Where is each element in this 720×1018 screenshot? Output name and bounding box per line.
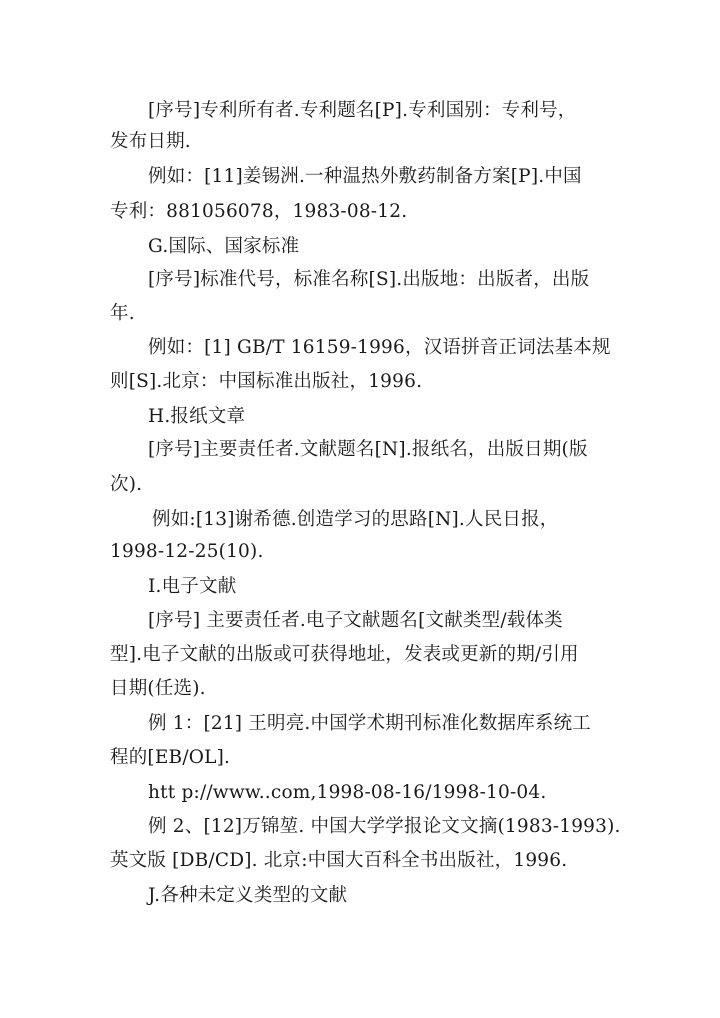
- text-line: 英文版 [DB/CD]. 北京:中国大百科全书出版社，1996.: [110, 850, 568, 871]
- text-line: 则[S].北京：中国标准出版社，1996.: [110, 371, 423, 392]
- text-line: 程的[EB/OL].: [110, 747, 231, 768]
- text-line: 1998-12-25(10).: [110, 541, 264, 562]
- text-line: [序号]标准代号，标准名称[S].出版地：出版者，出版: [148, 269, 590, 290]
- text-line: 专利：881056078，1983-08-12.: [110, 201, 408, 222]
- text-line: 发布日期.: [110, 131, 191, 152]
- text-line: [序号] 主要责任者.电子文献题名[文献类型/载体类: [148, 610, 563, 631]
- text-line: 例 1：[21] 王明亮.中国学术期刊标准化数据库系统工: [148, 713, 591, 734]
- text-line: [序号]主要责任者.文献题名[N].报纸名，出版日期(版: [148, 439, 588, 460]
- text-line: 型].电子文献的出版或可获得地址，发表或更新的期/引用: [110, 644, 579, 665]
- section-heading: J.各种未定义类型的文献: [148, 885, 348, 906]
- text-line: 日期(任选).: [110, 678, 206, 699]
- text-line: 例如:[13]谢希德.创造学习的思路[N].人民日报，: [152, 509, 559, 530]
- text-line: [序号]专利所有者.专利题名[P].专利国别：专利号，: [148, 100, 577, 121]
- text-line: 年.: [110, 303, 135, 324]
- section-heading: I.电子文献: [148, 576, 237, 597]
- text-line: htt p://www..com,1998-08-16/1998-10-04.: [148, 782, 547, 803]
- section-heading: H.报纸文章: [148, 406, 246, 427]
- text-line: 例 2、[12]万锦堃. 中国大学学报论文文摘(1983-1993).: [148, 816, 621, 837]
- text-line: 例如：[1] GB/T 16159-1996，汉语拼音正词法基本规: [148, 337, 611, 358]
- section-heading: G.国际、国家标准: [148, 236, 300, 257]
- text-line: 次).: [110, 474, 143, 495]
- text-line: 例如：[11]姜锡洲.一种温热外敷药制备方案[P].中国: [148, 166, 582, 187]
